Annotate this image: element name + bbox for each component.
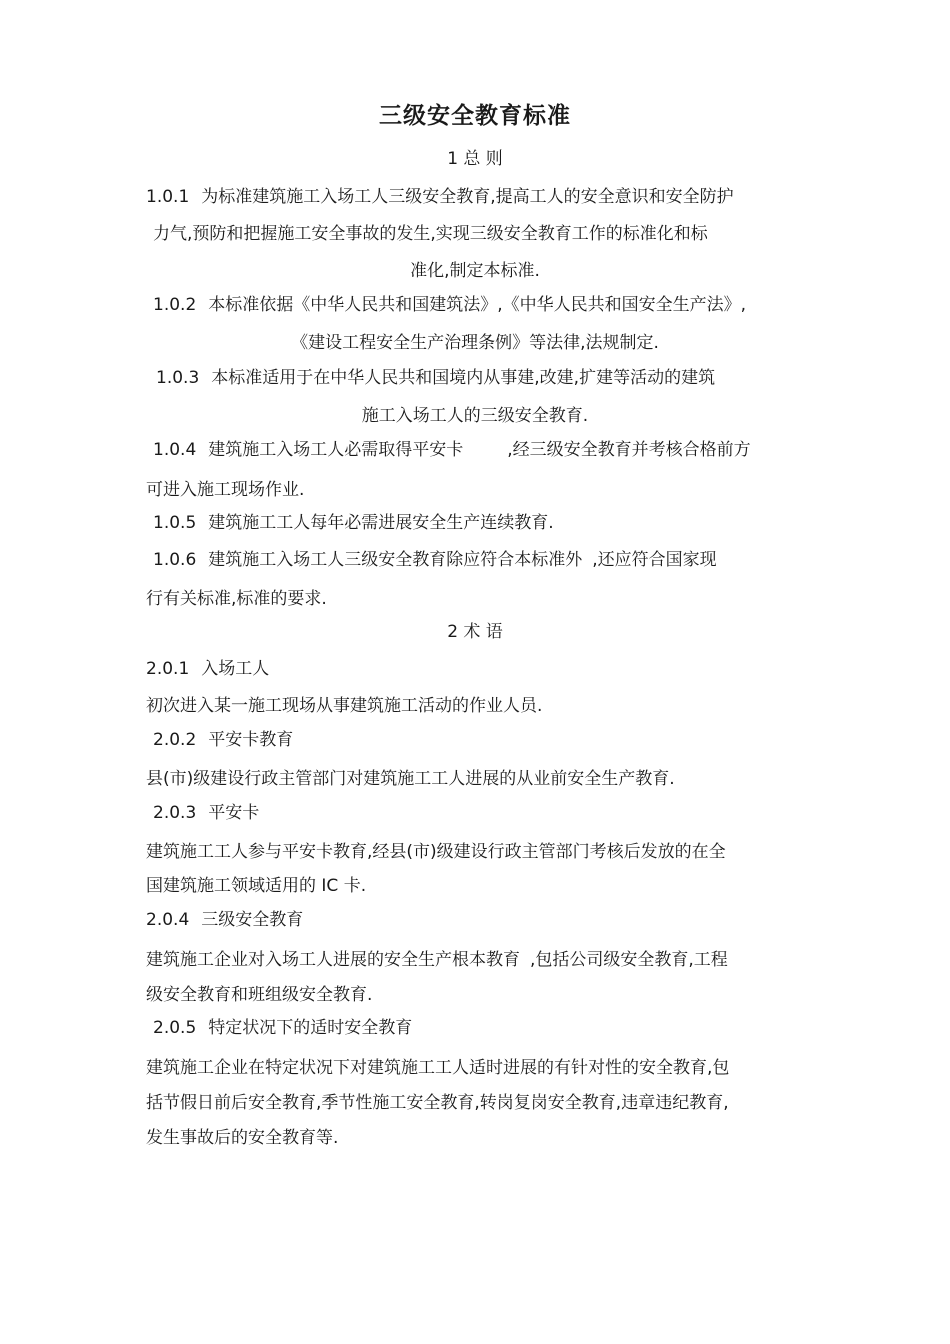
clause-number: 1.0.3 <box>156 368 200 388</box>
term-name: 平安卡 <box>208 803 260 823</box>
document-title: 三级安全教育标准 <box>379 103 571 129</box>
term-2-0-2 <box>153 728 293 752</box>
clause-1-0-1-line-3: 准化,制定本标准. <box>410 261 540 281</box>
clause-1-0-1-line-1 <box>146 185 734 209</box>
clause-text: 本标准依据《中华人民共和国建筑法》,《中华人民共和国安全生产法》, <box>208 295 747 315</box>
term-2-0-5-definition-line-3: 发生事故后的安全教育等. <box>146 1128 339 1148</box>
term-number: 2.0.2 <box>153 730 197 750</box>
clause-number: 1.0.5 <box>153 513 197 533</box>
term-2-0-3-definition-line-2: 国建筑施工领域适用的 IC 卡. <box>146 876 367 896</box>
clause-text: 建筑施工工人每年必需进展安全生产连续教育. <box>208 513 554 533</box>
term-name: 入场工人 <box>201 659 270 679</box>
clause-text: 为标准建筑施工入场工人三级安全教育,提高工人的安全意识和安全防护 <box>201 187 734 207</box>
term-number: 2.0.1 <box>146 659 190 679</box>
chapter-1-heading: 1 总 则 <box>447 149 503 169</box>
clause-1-0-1-line-2: 力气,预防和把握施工安全事故的发生,实现三级安全教育工作的标准化和标 <box>153 224 708 244</box>
term-number: 2.0.5 <box>153 1018 197 1038</box>
term-2-0-3 <box>153 801 259 825</box>
clause-text-cont: ,经三级安全教育并考核合格前方 <box>507 440 751 460</box>
term-2-0-4-definition-line-2: 级安全教育和班组级安全教育. <box>146 985 373 1005</box>
clause-1-0-2-line-1 <box>153 293 746 317</box>
clause-1-0-5-line-1 <box>153 511 554 535</box>
term-name: 平安卡教育 <box>208 730 294 750</box>
term-2-0-3-definition-line-1: 建筑施工工人参与平安卡教育,经县(市)级建设行政主管部门考核后发放的在全 <box>146 842 726 862</box>
term-2-0-5-definition-line-2: 括节假日前后安全教育,季节性施工安全教育,转岗复岗安全教育,违章违纪教育, <box>146 1093 729 1113</box>
clause-number: 1.0.2 <box>153 295 197 315</box>
clause-1-0-4-line-2: 可进入施工现场作业. <box>146 480 305 500</box>
clause-number: 1.0.1 <box>146 187 190 207</box>
clause-1-0-6-line-1 <box>153 548 717 572</box>
term-2-0-5-definition-line-1: 建筑施工企业在特定状况下对建筑施工工人适时进展的有针对性的安全教育,包 <box>146 1058 730 1078</box>
clause-text-cont: ,还应符合国家现 <box>592 550 717 570</box>
clause-text: 本标准适用于在中华人民共和国境内从事建,改建,扩建等活动的建筑 <box>211 368 716 388</box>
term-number: 2.0.3 <box>153 803 197 823</box>
term-2-0-5 <box>153 1016 412 1040</box>
clause-1-0-2-line-2: 《建设工程安全生产治理条例》等法律,法规制定. <box>291 333 659 353</box>
clause-1-0-6-line-2: 行有关标准,标准的要求. <box>146 589 327 609</box>
term-2-0-1-definition: 初次进入某一施工现场从事建筑施工活动的作业人员. <box>146 696 543 716</box>
clause-1-0-4-line-1 <box>153 438 751 462</box>
clause-text: 建筑施工入场工人三级安全教育除应符合本标准外 <box>208 550 583 570</box>
clause-number: 1.0.4 <box>153 440 197 460</box>
clause-1-0-3-line-2: 施工入场工人的三级安全教育. <box>361 406 589 426</box>
definition-text: 建筑施工企业对入场工人进展的安全生产根本教育 <box>146 950 520 970</box>
term-2-0-2-definition: 县(市)级建设行政主管部门对建筑施工工人进展的从业前安全生产教育. <box>146 769 675 789</box>
term-number: 2.0.4 <box>146 910 190 930</box>
clause-number: 1.0.6 <box>153 550 197 570</box>
term-2-0-4 <box>146 908 303 932</box>
term-2-0-4-definition-line-1 <box>146 948 728 972</box>
clause-1-0-3-line-1 <box>156 366 715 390</box>
clause-text: 建筑施工入场工人必需取得平安卡 <box>208 440 464 460</box>
chapter-2-heading: 2 术 语 <box>447 622 503 642</box>
term-name: 特定状况下的适时安全教育 <box>208 1018 413 1038</box>
term-2-0-1 <box>146 657 269 681</box>
definition-text-cont: ,包括公司级安全教育,工程 <box>530 950 728 970</box>
term-name: 三级安全教育 <box>201 910 304 930</box>
